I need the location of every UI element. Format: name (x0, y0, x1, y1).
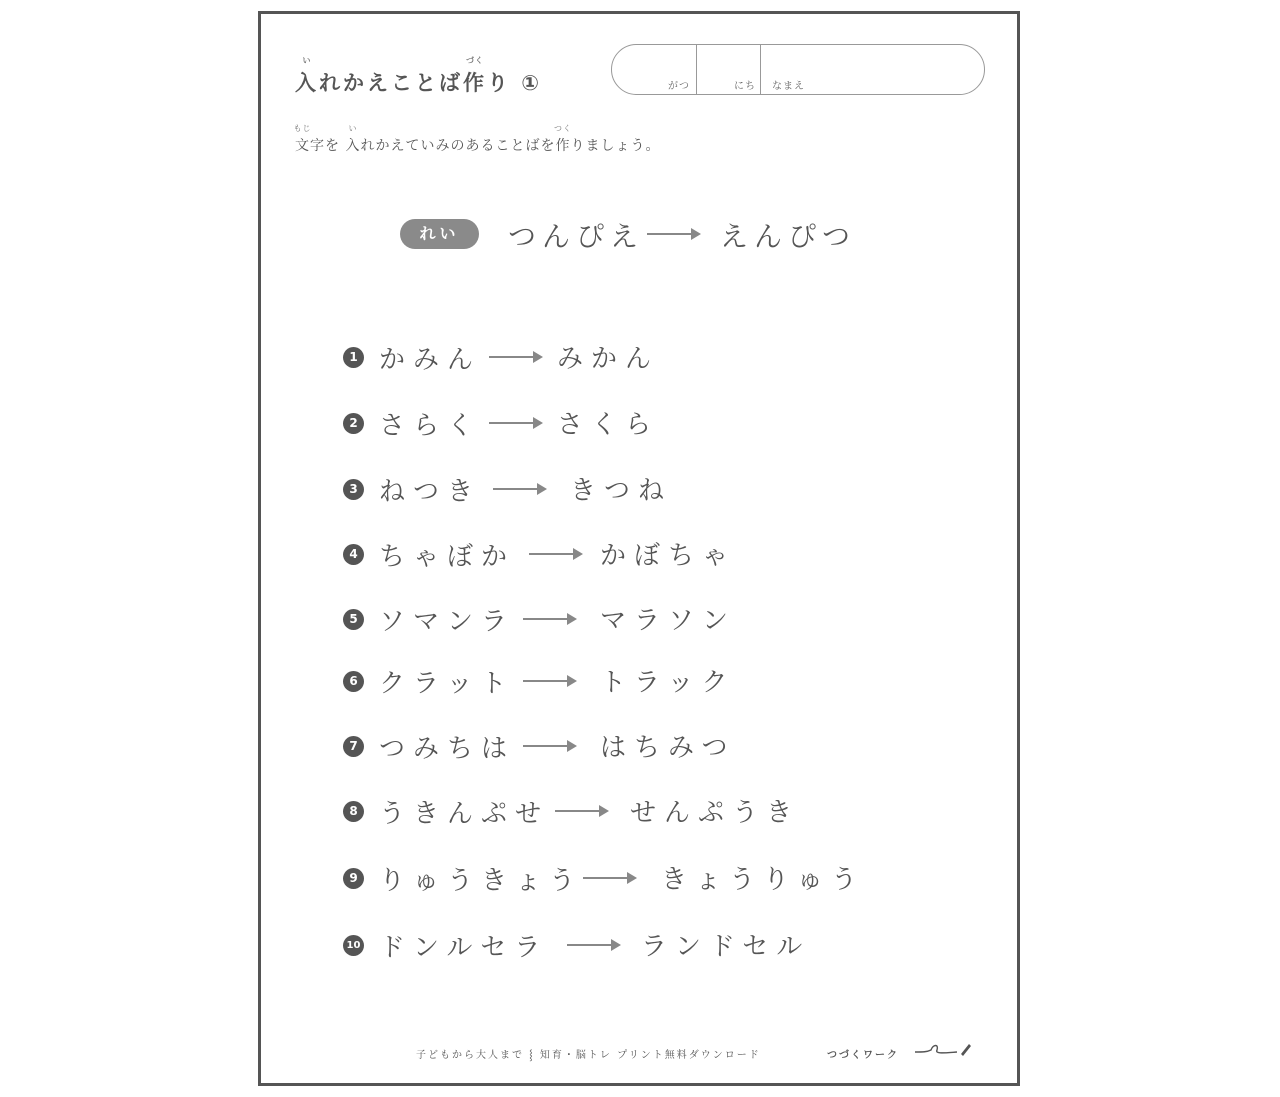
ruby-ire: い (302, 56, 312, 65)
scrambled-word: ソマンラ (379, 607, 516, 637)
question-row (343, 405, 903, 441)
date-name-box (611, 44, 985, 95)
question-row (343, 663, 903, 699)
question-row (343, 793, 903, 829)
arrow-icon (523, 740, 577, 752)
example-scrambled: つんぴえ (508, 220, 645, 253)
question-number: 6 (343, 671, 364, 692)
instr-part2: れかえていみのあることばを (360, 138, 556, 154)
page-title (295, 56, 543, 97)
arrow-icon (647, 228, 701, 240)
instr-tsuku: 作 つく (553, 124, 572, 154)
question-row (343, 728, 903, 764)
arrow-icon (493, 483, 547, 495)
scrambled-word: クラット (379, 669, 515, 699)
arrow-icon (523, 675, 577, 687)
footer-tagline: 子どもから大人まで ⸾ 知育・脳トレ プリント無料ダウンロード (416, 1050, 761, 1061)
answer-word: はちみつ (600, 733, 736, 763)
day-label: にち (734, 81, 756, 92)
question-number: 5 (343, 609, 364, 630)
instr-part1: 字を (310, 138, 346, 154)
title-tail: り ① (487, 71, 543, 95)
scrambled-word: かみん (379, 345, 482, 375)
scrambled-word: つみちは (379, 734, 516, 764)
question-number: 1 (343, 347, 364, 368)
worksheet-page (258, 11, 1020, 1086)
question-row (343, 860, 903, 896)
arrow-icon (529, 548, 583, 560)
question-row (343, 601, 903, 637)
question-number: 8 (343, 801, 364, 822)
question-row (343, 927, 903, 963)
answer-word: みかん (557, 344, 660, 374)
answer-word: きょうりゅう (661, 865, 866, 895)
answer-word: せんぷうき (630, 798, 801, 828)
instr-part3: りましょう。 (570, 138, 661, 154)
arrow-icon (555, 805, 609, 817)
divider (696, 45, 697, 94)
answer-word: さくら (557, 410, 660, 440)
answer-word: きつね (570, 476, 673, 506)
ruby-instr-ire: い (348, 124, 358, 133)
example-badge: れい (400, 219, 479, 249)
question-number: 3 (343, 479, 364, 500)
title-char-tsukuri: 作 づく (463, 56, 487, 95)
question-row (343, 536, 903, 572)
brand-name: つづくワーク (827, 1050, 899, 1061)
question-row (343, 339, 903, 375)
answer-word: ランドセル (641, 932, 811, 962)
question-number: 4 (343, 544, 364, 565)
answer-word: マラソン (600, 606, 737, 636)
question-number: 10 (343, 935, 364, 956)
arrow-icon (523, 613, 577, 625)
arrow-icon (583, 872, 637, 884)
pen-icon (913, 1040, 973, 1058)
arrow-icon (489, 417, 543, 429)
scrambled-word: ドンルセラ (379, 933, 549, 963)
arrow-icon (567, 939, 621, 951)
name-label: なまえ (772, 81, 805, 92)
divider (760, 45, 761, 94)
question-number: 9 (343, 868, 364, 889)
ruby-moji: もじ (293, 124, 312, 133)
scrambled-word: ちゃぼか (379, 542, 516, 572)
ruby-tsukuri: づく (466, 56, 484, 65)
scrambled-word: りゅうきょう (379, 866, 584, 896)
instr-ire: 入 い (345, 124, 361, 154)
month-label: がつ (668, 81, 690, 92)
answer-word: かぼちゃ (600, 541, 737, 571)
title-char-ire: 入 い (295, 56, 319, 95)
ruby-tsuku: つく (553, 124, 572, 133)
title-text: れかえことば (319, 71, 463, 95)
question-row (343, 471, 903, 507)
scrambled-word: うきんぷせ (379, 799, 550, 829)
example-answer: えんぴつ (720, 220, 857, 253)
arrow-icon (489, 351, 543, 363)
scrambled-word: さらく (379, 411, 482, 441)
question-number: 2 (343, 413, 364, 434)
instr-moji: 文 もじ (293, 124, 312, 154)
example-row (400, 215, 920, 253)
question-number: 7 (343, 736, 364, 757)
scrambled-word: ねつき (379, 477, 482, 507)
instruction (293, 124, 661, 155)
answer-word: トラック (600, 668, 736, 698)
